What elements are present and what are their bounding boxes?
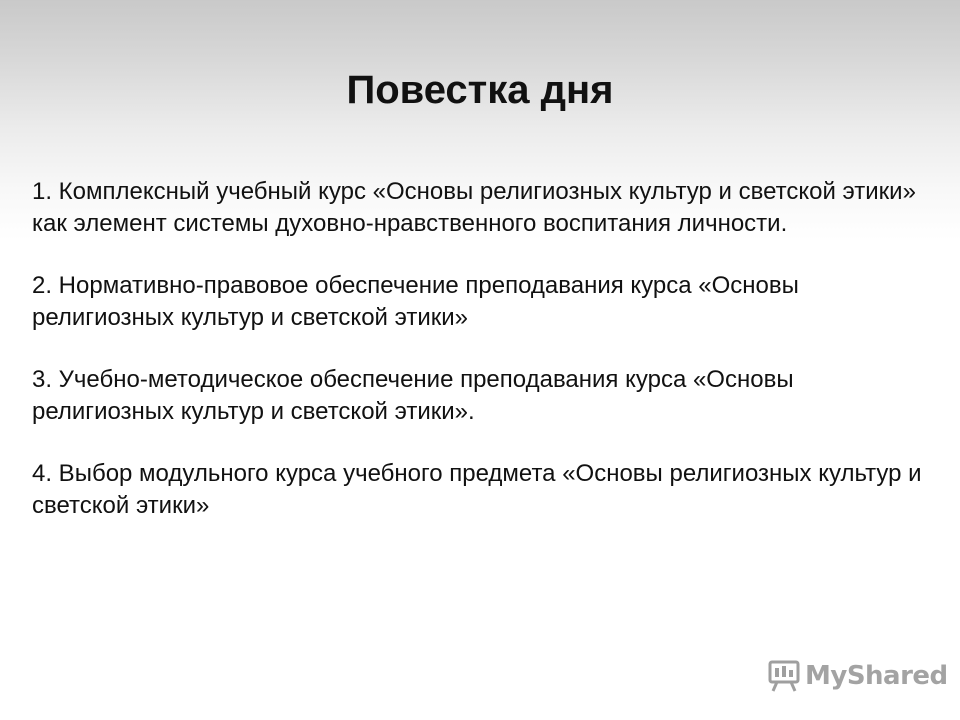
- agenda-list: [32, 176, 932, 552]
- agenda-item-3: 3. Учебно-методическое обеспечение преподавания курса «Основы религиозных культур и светской этики».: [32, 366, 794, 425]
- watermark[interactable]: [767, 656, 948, 696]
- agenda-item-2: 2. Нормативно-правовое обеспечение преподавания курса «Основы религиозных культур и светской этики»: [32, 272, 799, 331]
- presentation-board-icon: [767, 659, 801, 693]
- slide-title: Повестка дня: [346, 68, 614, 112]
- agenda-item-4: 4. Выбор модульного курса учебного предмета «Основы религиозных культур и светской этики»: [32, 460, 922, 519]
- watermark-text: MyShared: [805, 661, 948, 691]
- agenda-item-1: 1. Комплексный учебный курс «Основы религиозных культур и светской этики» как элемент системы духовно-нравственного воспитания личности.: [32, 178, 916, 237]
